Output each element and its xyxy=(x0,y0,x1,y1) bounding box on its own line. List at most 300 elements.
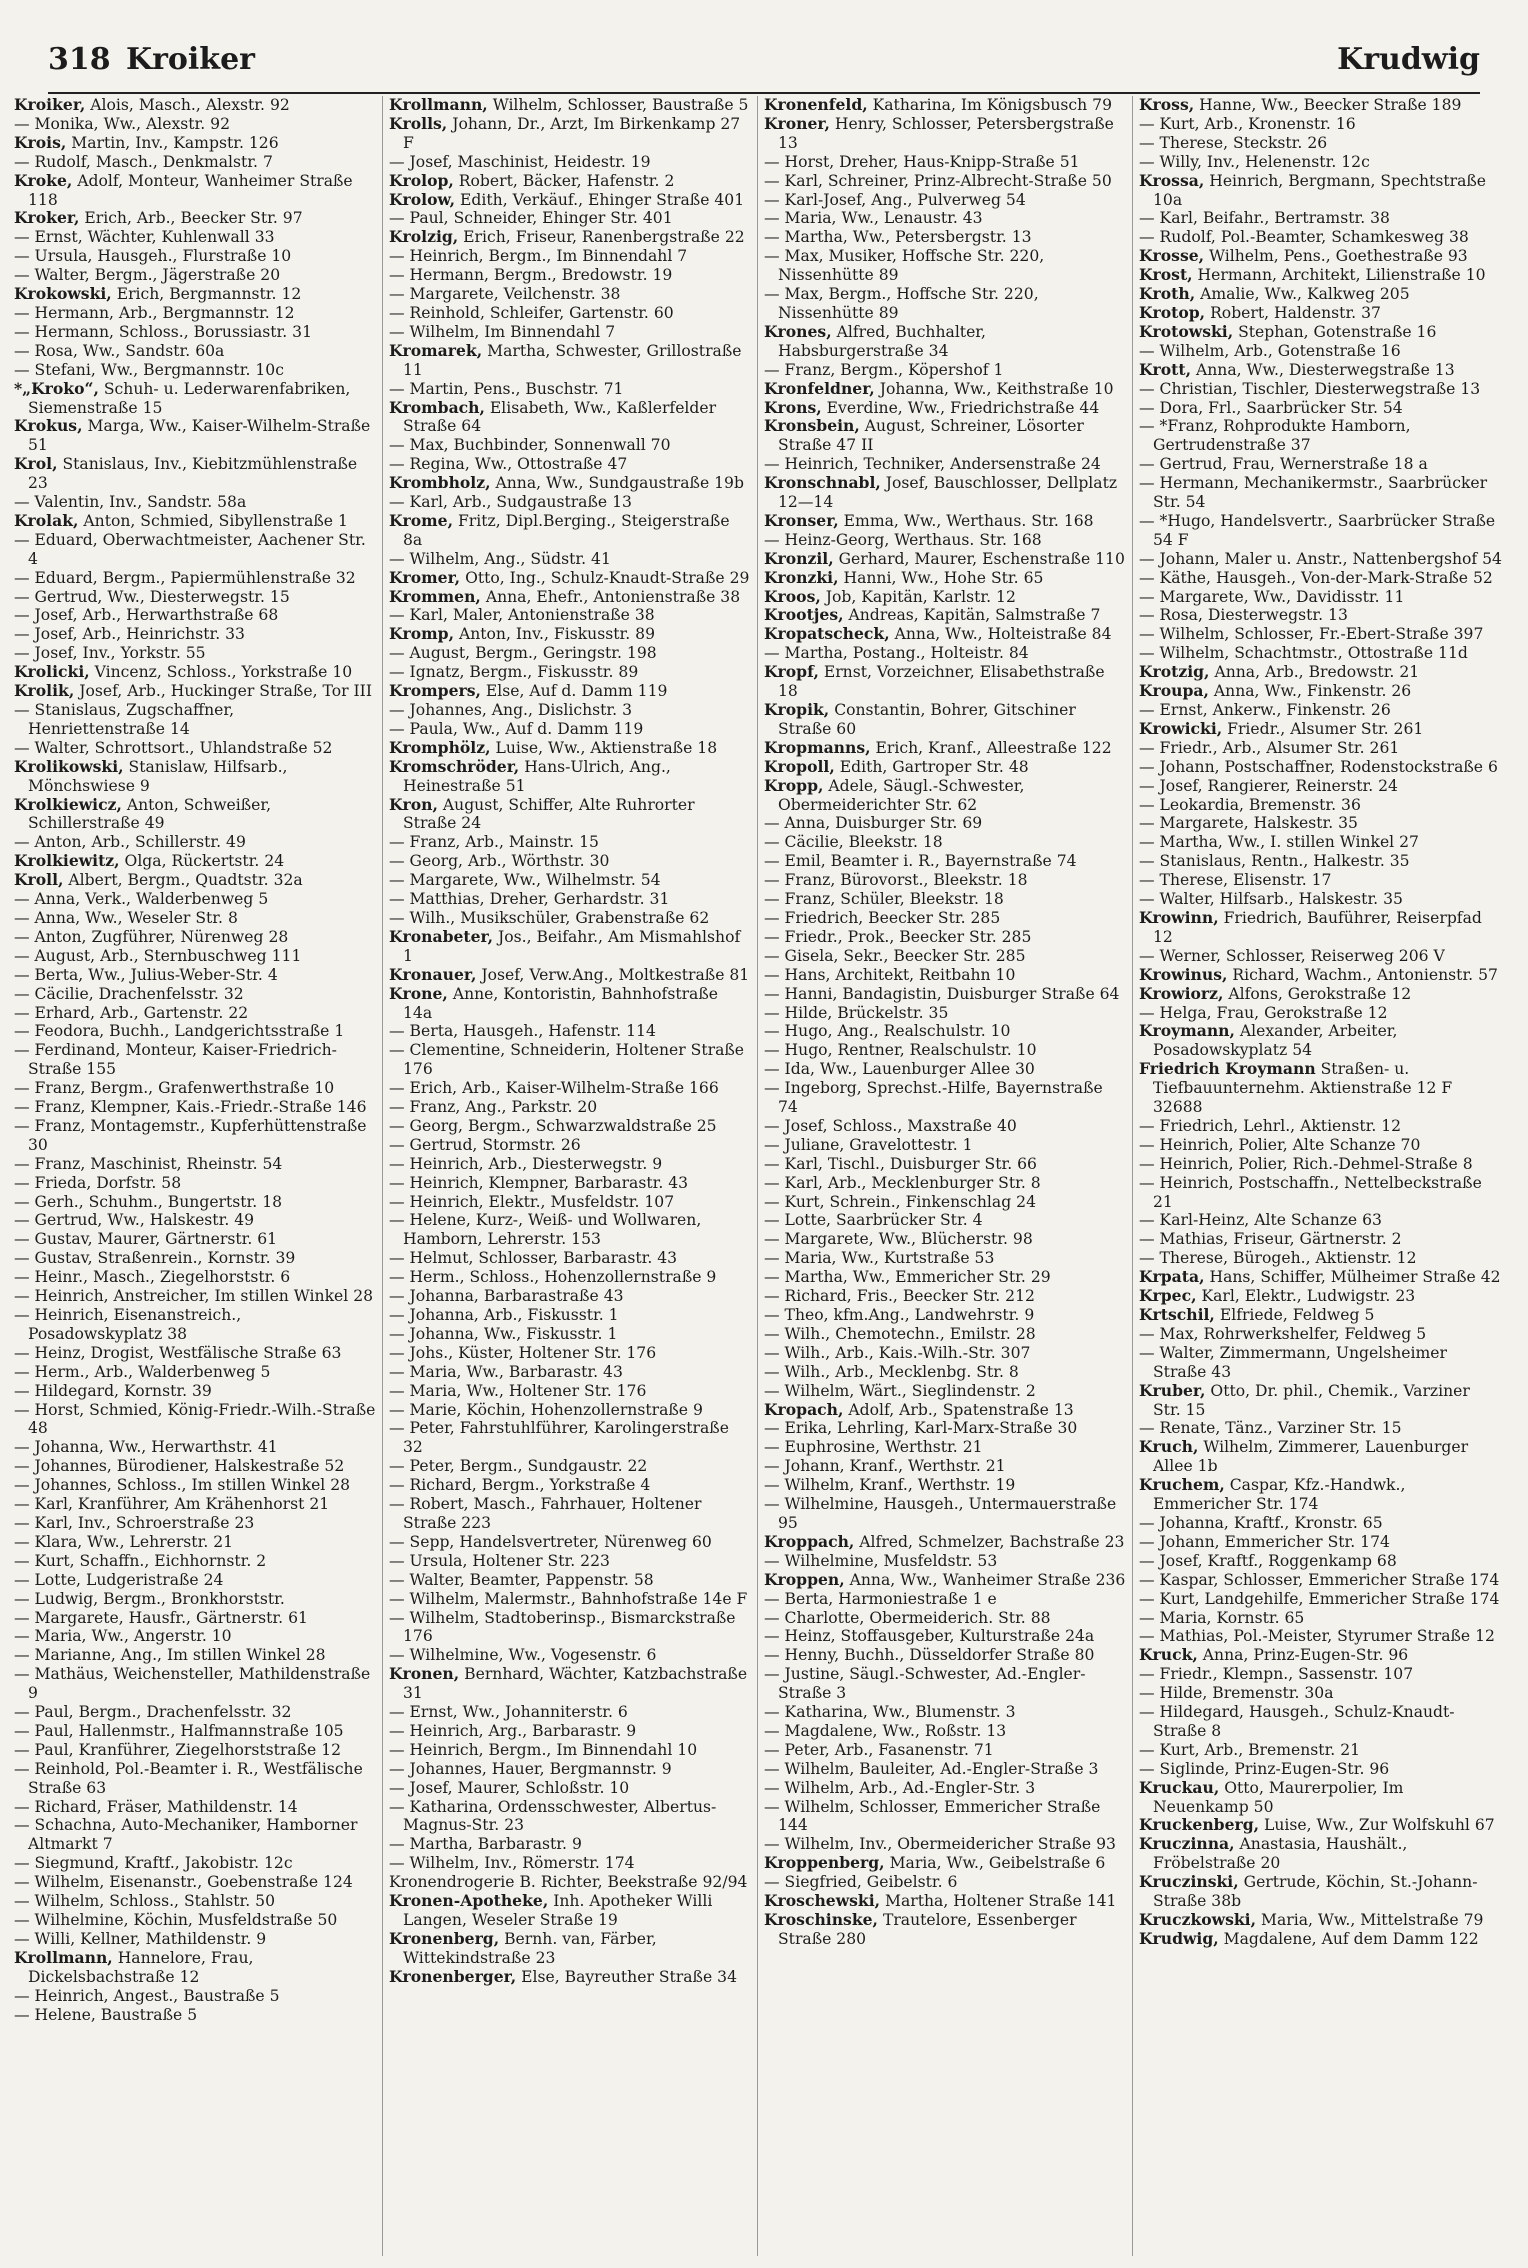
entry-details: — Heinz, Stoffausgeber, Kulturstraße 24a xyxy=(764,1627,1095,1646)
entry-surname: Krolop, xyxy=(389,170,454,190)
entry-details: — Käthe, Hausgeh., Von-der-Mark-Straße 52 xyxy=(1139,568,1493,587)
entry-details: Schuh- u. Lederwarenfabriken, Siemenstraße 15 xyxy=(28,379,351,417)
directory-entry xyxy=(14,644,376,663)
directory-entry xyxy=(14,1930,376,1949)
header-last-name: Krudwig xyxy=(1337,42,1480,77)
entry-details: Maria, Ww., Mittelstraße 79 xyxy=(1256,1911,1484,1929)
directory-entry xyxy=(389,1873,751,1892)
directory-entry xyxy=(764,1552,1126,1571)
directory-entry xyxy=(1139,701,1502,720)
entry-details: Josef, Bauschlosser, Dellplatz 12—14 xyxy=(778,474,1118,512)
entry-details: — Helga, Frau, Gerokstraße 12 xyxy=(1139,1003,1388,1022)
directory-entry xyxy=(1139,1136,1502,1155)
header-first-name: Kroiker xyxy=(126,42,255,77)
directory-entry xyxy=(14,172,376,210)
entry-details: Alexander, Arbeiter, Posadowskyplatz 54 xyxy=(1153,1022,1398,1060)
directory-entry xyxy=(1139,1268,1502,1287)
entry-surname: Krolkiewitz, xyxy=(14,851,120,871)
directory-entry xyxy=(389,1344,751,1363)
directory-entry xyxy=(14,758,376,796)
entry-details: — Herm., Schloss., Hohenzollernstraße 9 xyxy=(389,1268,717,1287)
directory-entry xyxy=(14,1571,376,1590)
entry-surname: Krolkiewicz, xyxy=(14,794,122,814)
directory-entry xyxy=(1139,1060,1502,1117)
entry-surname: Kropatscheck, xyxy=(764,624,890,644)
entry-details: Josef, Arb., Huckinger Straße, Tor III xyxy=(74,682,372,701)
entry-details: Johanna, Ww., Keithstraße 10 xyxy=(874,379,1114,398)
entry-details: — Valentin, Inv., Sandstr. 58a xyxy=(14,493,247,512)
directory-entry xyxy=(14,1476,376,1495)
entry-details: Job, Kapitän, Karlstr. 12 xyxy=(820,587,1016,606)
directory-entry xyxy=(1139,796,1502,815)
entry-details: Hanni, Ww., Hohe Str. 65 xyxy=(838,568,1044,587)
entry-details: — Justine, Säugl.-Schwester, Ad.-Engler-Straße 3 xyxy=(764,1665,1086,1703)
entry-surname: Kromphölz, xyxy=(389,737,491,757)
entry-details: — Willi, Kellner, Mathildenstr. 9 xyxy=(14,1929,267,1948)
entry-details: — Ernst, Ankerw., Finkenstr. 26 xyxy=(1139,701,1391,719)
entry-details: August, Schiffer, Alte Ruhrorter Straße 24 xyxy=(403,795,695,833)
entry-surname: Kronenfeld, xyxy=(764,96,868,114)
entry-surname: Krtschil, xyxy=(1139,1305,1215,1324)
entry-details: Anton, Schweißer, Schillerstraße 49 xyxy=(28,795,272,833)
directory-entry xyxy=(389,852,751,871)
directory-entry xyxy=(764,474,1126,512)
entry-surname: Krome, xyxy=(389,510,454,530)
column-4 xyxy=(1133,96,1508,2256)
entry-details: — Ursula, Holtener Str. 223 xyxy=(389,1551,610,1570)
directory-entry xyxy=(764,285,1126,323)
entry-details: — Heinrich, Arb., Diesterwegstr. 9 xyxy=(389,1154,663,1173)
entry-details: — Georg, Bergm., Schwarzwaldstraße 25 xyxy=(389,1116,717,1135)
directory-entry xyxy=(14,569,376,588)
directory-entry xyxy=(14,209,376,228)
entry-details: — Margarete, Ww., Davidisstr. 11 xyxy=(1139,587,1405,606)
entry-details: Alfons, Gerokstraße 12 xyxy=(1223,984,1412,1003)
entry-details: Albert, Bergm., Quadtstr. 32a xyxy=(63,871,303,890)
entry-details: — Josef, Arb., Herwarthstraße 68 xyxy=(14,606,279,625)
entry-surname: Krombach, xyxy=(389,397,485,417)
entry-surname: Kruczinski, xyxy=(1139,1872,1239,1892)
entry-details: — Anna, Ww., Weseler Str. 8 xyxy=(14,908,238,927)
directory-entry xyxy=(764,1287,1126,1306)
directory-entry xyxy=(764,1665,1126,1703)
entry-surname: Kruckau, xyxy=(1139,1777,1220,1797)
entry-details: — Willy, Inv., Helenenstr. 12c xyxy=(1139,152,1370,171)
directory-entry xyxy=(14,1873,376,1892)
entry-details: — Peter, Fahrstuhlführer, Karolingerstraße 32 xyxy=(389,1419,729,1457)
directory-entry xyxy=(1139,814,1502,833)
entry-surname: Krootjes, xyxy=(764,605,844,625)
entry-details: — August, Bergm., Geringstr. 198 xyxy=(389,644,657,663)
entry-details: Erich, Bergmannstr. 12 xyxy=(111,285,302,304)
entry-details: Wilhelm, Pens., Goethestraße 93 xyxy=(1204,247,1468,266)
directory-entry xyxy=(1139,777,1502,796)
directory-entry xyxy=(14,96,376,115)
directory-entry xyxy=(1139,1211,1502,1230)
directory-entry xyxy=(1139,1438,1502,1476)
entry-details: — Wilhelmine, Hausgeh., Untermauerstraße 95 xyxy=(764,1495,1117,1532)
entry-details: — Wilhelm, Schlosser, Fr.-Ebert-Straße 397 xyxy=(1139,625,1484,644)
directory-entry xyxy=(1139,172,1502,210)
entry-details: — Charlotte, Obermeiderich. Str. 88 xyxy=(764,1608,1051,1627)
directory-entry xyxy=(389,1268,751,1287)
entry-details: — Wilhelm, Schlosser, Emmericher Straße 144 xyxy=(764,1797,1101,1835)
directory-entry xyxy=(1139,1306,1502,1325)
entry-surname: Krudwig, xyxy=(1139,1928,1219,1948)
entry-details: Wilhelm, Schlosser, Baustraße 5 xyxy=(487,96,749,114)
directory-entry xyxy=(1139,871,1502,890)
entry-surname: *„Kroko“, xyxy=(14,378,99,398)
entry-details: Maria, Ww., Geibelstraße 6 xyxy=(884,1854,1106,1873)
entry-details: Stephan, Gotenstraße 16 xyxy=(1233,322,1437,341)
entry-surname: Krolzig, xyxy=(389,227,459,247)
directory-entry xyxy=(764,1476,1126,1495)
entry-details: — Hildegard, Kornstr. 39 xyxy=(14,1381,212,1400)
directory-entry xyxy=(1139,96,1502,115)
directory-entry xyxy=(389,323,751,342)
directory-entry xyxy=(764,890,1126,909)
entry-details: — Hilde, Brückelstr. 35 xyxy=(764,1003,949,1022)
entry-surname: Krosse, xyxy=(1139,246,1205,266)
directory-entry xyxy=(14,985,376,1004)
entry-details: — Johann, Postschaffner, Rodenstockstraße 6 xyxy=(1139,757,1498,776)
entry-details: — Ignatz, Bergm., Fiskusstr. 89 xyxy=(389,663,639,682)
entry-details: Anton, Schmied, Sibyllenstraße 1 xyxy=(78,511,348,530)
entry-details: — Paul, Schneider, Ehinger Str. 401 xyxy=(389,209,673,228)
entry-details: — Martha, Ww., Petersbergstr. 13 xyxy=(764,228,1032,247)
directory-entry xyxy=(764,569,1126,588)
entry-surname: Kroos, xyxy=(764,586,821,606)
entry-details: — *Franz, Rohprodukte Hamborn, Gertrudenstraße 37 xyxy=(1139,417,1411,455)
entry-details: — Heinrich, Anstreicher, Im stillen Winkel 28 xyxy=(14,1287,374,1306)
directory-entry xyxy=(389,1722,751,1741)
directory-entry xyxy=(764,1627,1126,1646)
entry-details: — Maria, Ww., Lenaustr. 43 xyxy=(764,209,983,228)
entry-details: — Wilhelm, Malermstr., Bahnhofstraße 14e F xyxy=(389,1589,748,1608)
directory-entry xyxy=(389,1155,751,1174)
entry-details: — Friedrich, Lehrl., Aktienstr. 12 xyxy=(1139,1116,1402,1135)
directory-entry xyxy=(389,1760,751,1779)
directory-entry xyxy=(389,96,751,115)
directory-entry xyxy=(14,1249,376,1268)
directory-entry xyxy=(389,1646,751,1665)
entry-details: — Franz, Ang., Parkstr. 20 xyxy=(389,1098,598,1117)
entry-details: — Werner, Schlosser, Reiserweg 206 V xyxy=(1139,946,1445,965)
directory-entry xyxy=(764,1798,1126,1836)
directory-entry xyxy=(14,1174,376,1193)
page-number: 318 xyxy=(48,42,111,77)
directory-entry xyxy=(389,1401,751,1420)
directory-entry xyxy=(14,1079,376,1098)
directory-entry xyxy=(389,1665,751,1703)
entry-details: — Renate, Tänz., Varziner Str. 15 xyxy=(1139,1419,1402,1438)
entry-details: — Eduard, Bergm., Papiermühlenstraße 32 xyxy=(14,568,356,587)
directory-entry xyxy=(764,455,1126,474)
entry-details: — Wilhelm, Stadtoberinsp., Bismarckstraße 176 xyxy=(389,1608,736,1646)
directory-entry xyxy=(389,1174,751,1193)
entry-details: — Wilhelmine, Musfeldstr. 53 xyxy=(764,1551,998,1570)
directory-entry xyxy=(764,985,1126,1004)
entry-details: — Josef, Maurer, Schloßstr. 10 xyxy=(389,1778,630,1797)
directory-entry xyxy=(14,1646,376,1665)
entry-details: — Klara, Ww., Lehrerstr. 21 xyxy=(14,1532,234,1551)
directory-entry xyxy=(389,1703,751,1722)
entry-details: — August, Arb., Sternbuschweg 111 xyxy=(14,946,302,965)
directory-entry xyxy=(14,115,376,134)
entry-details: — Reinhold, Pol.-Beamter i. R., Westfälische Straße 63 xyxy=(14,1759,363,1797)
page-header xyxy=(48,36,1480,94)
entry-details: — Josef, Schloss., Maxstraße 40 xyxy=(764,1116,1017,1135)
directory-entry xyxy=(1139,588,1502,607)
directory-entry xyxy=(14,228,376,247)
directory-entry xyxy=(764,1722,1126,1741)
entry-surname: Kronenberger, xyxy=(389,1966,517,1986)
directory-entry xyxy=(389,1741,751,1760)
entry-details: — Ida, Ww., Lauenburger Allee 30 xyxy=(764,1060,1035,1079)
entry-details: — Ernst, Wächter, Kuhlenwall 33 xyxy=(14,228,275,247)
entry-surname: Kronauer, xyxy=(389,964,477,984)
directory-entry xyxy=(764,1306,1126,1325)
directory-entry xyxy=(764,1060,1126,1079)
directory-entry xyxy=(389,966,751,985)
entry-details: — Berta, Ww., Julius-Weber-Str. 4 xyxy=(14,965,278,984)
entry-details: — Martha, Barbarastr. 9 xyxy=(389,1835,582,1854)
directory-entry xyxy=(764,1022,1126,1041)
entry-surname: Kruck, xyxy=(1139,1645,1198,1665)
entry-details: — Erhard, Arb., Gartenstr. 22 xyxy=(14,1003,249,1022)
directory-entry xyxy=(389,909,751,928)
entry-details: Inh. Apotheker Willi Langen, Weseler Straße 19 xyxy=(403,1892,713,1929)
entry-details: Friedr., Alsumer Str. 261 xyxy=(1222,719,1424,738)
directory-entry xyxy=(1139,1419,1502,1438)
directory-entry xyxy=(1139,1514,1502,1533)
entry-details: — Johann, Emmericher Str. 174 xyxy=(1139,1532,1390,1551)
directory-entry xyxy=(1139,682,1502,701)
entry-surname: Krolikowski, xyxy=(14,756,124,776)
directory-entry xyxy=(764,1249,1126,1268)
entry-details: — Gertrud, Frau, Wernerstraße 18 a xyxy=(1139,455,1428,474)
entry-details: Hermann, Architekt, Lilienstraße 10 xyxy=(1192,266,1486,285)
entry-details: Edith, Verkäuf., Ehinger Straße 401 xyxy=(455,190,745,209)
entry-details: — Reinhold, Schleifer, Gartenstr. 60 xyxy=(389,303,674,322)
entry-details: — Johannes, Hauer, Bergmannstr. 9 xyxy=(389,1759,672,1778)
entry-details: — Wilh., Arb., Kais.-Wilh.-Str. 307 xyxy=(764,1343,1031,1362)
entry-details: — Wilhelmine, Ww., Vogesenstr. 6 xyxy=(389,1646,657,1665)
entry-details: — Karl, Beifahr., Bertramstr. 38 xyxy=(1139,209,1390,228)
entry-details: Richard, Wachm., Antonienstr. 57 xyxy=(1227,965,1498,984)
directory-entry xyxy=(764,1779,1126,1798)
entry-details: — Margarete, Ww., Blücherstr. 98 xyxy=(764,1230,1033,1249)
directory-entry xyxy=(764,1230,1126,1249)
entry-surname: Krokus, xyxy=(14,416,83,436)
entry-details: — Maria, Ww., Angerstr. 10 xyxy=(14,1627,232,1646)
entry-surname: Krolak, xyxy=(14,510,79,530)
entry-details: — Max, Rohrwerkshelfer, Feldweg 5 xyxy=(1139,1324,1427,1343)
entry-details: — Hanni, Bandagistin, Duisburger Straße 64 xyxy=(764,984,1120,1003)
entry-details: — Euphrosine, Werthstr. 21 xyxy=(764,1438,983,1457)
directory-entry xyxy=(14,1514,376,1533)
directory-entry xyxy=(1139,739,1502,758)
directory-entry xyxy=(389,153,751,172)
entry-surname: Kruczinna, xyxy=(1139,1834,1235,1854)
entry-details: — Matthias, Dreher, Gerhardstr. 31 xyxy=(389,890,670,909)
entry-details: — Hilde, Bremenstr. 30a xyxy=(1139,1684,1334,1703)
entry-details: — Berta, Harmoniestraße 1 e xyxy=(764,1589,997,1608)
directory-entry xyxy=(764,644,1126,663)
entry-details: — Heinz-Georg, Werthaus. Str. 168 xyxy=(764,530,1042,549)
directory-entry xyxy=(1139,1779,1502,1817)
entry-details: Adolf, Monteur, Wanheimer Straße 118 xyxy=(28,171,353,209)
directory-entry xyxy=(1139,1911,1502,1930)
entry-details: — Paul, Hallenmstr., Halfmannstraße 105 xyxy=(14,1721,344,1740)
entry-details: Karl, Elektr., Ludwigstr. 23 xyxy=(1196,1287,1416,1306)
directory-entry xyxy=(1139,1552,1502,1571)
directory-entry xyxy=(389,285,751,304)
entry-details: — Mathias, Friseur, Gärtnerstr. 2 xyxy=(1139,1230,1402,1249)
directory-entry xyxy=(389,1098,751,1117)
entry-details: — Gustav, Maurer, Gärtnerstr. 61 xyxy=(14,1230,278,1249)
entry-details: — Horst, Schmied, König-Friedr.-Wilh.-Straße 48 xyxy=(14,1400,376,1438)
entry-details: Anna, Ww., Holteistraße 84 xyxy=(889,625,1112,644)
entry-details: Hans-Ulrich, Ang., Heinestraße 51 xyxy=(403,757,671,795)
entry-details: — Rosa, Ww., Sandstr. 60a xyxy=(14,341,225,360)
directory-entry xyxy=(14,1117,376,1155)
entry-details: — Hermann, Schloss., Borussiastr. 31 xyxy=(14,322,313,341)
directory-entry xyxy=(14,1306,376,1344)
directory-entry xyxy=(1139,1476,1502,1514)
entry-details: — Heinrich, Eisenanstreich., Posadowskyplatz 38 xyxy=(14,1306,242,1343)
directory-entry xyxy=(764,96,1126,115)
entry-details: — Cäcilie, Bleekstr. 18 xyxy=(764,833,943,852)
entry-details: Anna, Ww., Sundgaustraße 19b xyxy=(490,474,744,493)
entry-details: — Josef, Arb., Heinrichstr. 33 xyxy=(14,625,245,644)
entry-surname: Krotowski, xyxy=(1139,321,1234,341)
directory-entry xyxy=(764,417,1126,455)
entry-details: — Siglinde, Prinz-Eugen-Str. 96 xyxy=(1139,1759,1390,1778)
directory-entry xyxy=(1139,833,1502,852)
entry-details: Kronendrogerie B. Richter, Beekstraße 92/94 xyxy=(389,1873,748,1892)
directory-entry xyxy=(1139,153,1502,172)
directory-entry xyxy=(1139,625,1502,644)
entry-details: Martin, Inv., Kampstr. 126 xyxy=(66,133,279,152)
directory-entry xyxy=(14,1590,376,1609)
directory-entry xyxy=(389,115,751,153)
directory-entry xyxy=(14,323,376,342)
directory-entry xyxy=(389,1590,751,1609)
directory-entry xyxy=(1139,1816,1502,1835)
directory-entry xyxy=(764,625,1126,644)
entry-details: — Stanislaus, Rentn., Halkestr. 35 xyxy=(1139,852,1410,871)
entry-surname: Krowiorz, xyxy=(1139,983,1224,1003)
entry-details: — Franz, Bergm., Köpershof 1 xyxy=(764,360,1004,379)
entry-details: — Gustav, Straßenrein., Kornstr. 39 xyxy=(14,1249,296,1268)
directory-entry xyxy=(14,1722,376,1741)
directory-entry xyxy=(389,1325,751,1344)
entry-details: — Karl-Josef, Ang., Pulverweg 54 xyxy=(764,190,1026,209)
directory-entry xyxy=(14,1287,376,1306)
directory-entry xyxy=(764,928,1126,947)
directory-entry xyxy=(14,1401,376,1439)
directory-entry xyxy=(14,1703,376,1722)
directory-entry xyxy=(1139,1684,1502,1703)
entry-details: Katharina, Im Königsbusch 79 xyxy=(867,96,1113,114)
directory-entry xyxy=(1139,209,1502,228)
entry-details: — Siegfried, Geibelstr. 6 xyxy=(764,1873,958,1892)
directory-entry xyxy=(389,304,751,323)
directory-entry xyxy=(389,1835,751,1854)
directory-entry xyxy=(389,512,751,550)
column-3 xyxy=(758,96,1133,2256)
directory-entry xyxy=(389,1079,751,1098)
directory-entry xyxy=(764,1193,1126,1212)
entry-details: — Rosa, Diesterwegstr. 13 xyxy=(1139,606,1348,625)
directory-entry xyxy=(389,247,751,266)
entry-surname: Krokowski, xyxy=(14,284,112,304)
entry-details: — Wilhelm, Bauleiter, Ad.-Engler-Straße 3 xyxy=(764,1759,1099,1778)
directory-entry xyxy=(14,1798,376,1817)
directory-entry xyxy=(389,1533,751,1552)
entry-surname: Kroth, xyxy=(1139,284,1196,304)
directory-entry xyxy=(14,739,376,758)
entry-surname: Kropach, xyxy=(764,1399,844,1419)
directory-entry xyxy=(389,644,751,663)
directory-entry xyxy=(764,399,1126,418)
entry-details: — Karl, Kranführer, Am Krähenhorst 21 xyxy=(14,1495,330,1514)
entry-details: Otto, Ing., Schulz-Knaudt-Straße 29 xyxy=(460,568,750,587)
directory-entry xyxy=(764,909,1126,928)
entry-surname: Kronfeldner, xyxy=(764,378,875,398)
entry-details: Johann, Dr., Arzt, Im Birkenkamp 27 F xyxy=(403,114,741,152)
entry-details: — Leokardia, Bremenstr. 36 xyxy=(1139,795,1361,814)
directory-entry xyxy=(389,1419,751,1457)
entry-details: Heinrich, Bergmann, Spechtstraße 10a xyxy=(1153,171,1487,209)
entry-surname: Kropoll, xyxy=(764,756,835,776)
entry-details: Anna, Ww., Finkenstr. 26 xyxy=(1208,682,1412,701)
directory-entry xyxy=(389,1968,751,1987)
entry-details: — Heinz, Drogist, Westfälische Straße 63 xyxy=(14,1343,342,1362)
entry-details: Amalie, Ww., Kalkweg 205 xyxy=(1195,285,1410,304)
directory-entry xyxy=(14,625,376,644)
directory-entry xyxy=(389,928,751,966)
directory-entry xyxy=(14,1268,376,1287)
entry-details: Luise, Ww., Aktienstraße 18 xyxy=(490,738,718,757)
directory-entry xyxy=(389,1136,751,1155)
directory-entry xyxy=(389,1930,751,1968)
entry-details: Martha, Holtener Straße 141 xyxy=(880,1892,1117,1911)
entry-details: — Georg, Arb., Wörthstr. 30 xyxy=(389,852,610,871)
entry-details: — Johanna, Kraftf., Kronstr. 65 xyxy=(1139,1513,1383,1532)
entry-details: — Walter, Schrottsort., Uhlandstraße 52 xyxy=(14,738,333,757)
entry-details: — Wilhelm, Eisenanstr., Goebenstraße 124 xyxy=(14,1873,353,1892)
directory-entry xyxy=(1139,1665,1502,1684)
entry-surname: Kromschröder, xyxy=(389,756,520,776)
directory-entry xyxy=(764,833,1126,852)
entry-details: — Heinrich, Klempner, Barbarastr. 43 xyxy=(389,1173,689,1192)
directory-entry xyxy=(389,701,751,720)
entry-surname: Kromp, xyxy=(389,624,455,644)
directory-entry xyxy=(1139,134,1502,153)
entry-details: — Heinrich, Elektr., Musfeldstr. 107 xyxy=(389,1192,675,1211)
entry-details: Stanislaus, Inv., Kiebitzmühlenstraße 23 xyxy=(28,455,358,493)
entry-details: — Johann, Maler u. Anstr., Nattenbergshof 54 xyxy=(1139,549,1502,568)
entry-details: Jos., Beifahr., Am Mismahlshof 1 xyxy=(403,927,741,965)
directory-entry xyxy=(389,380,751,399)
directory-entry xyxy=(764,1760,1126,1779)
entry-details: — Max, Bergm., Hoffsche Str. 220, Nissenhütte 89 xyxy=(764,285,1039,322)
entry-details: — Heinrich, Angest., Baustraße 5 xyxy=(14,1986,280,2005)
entry-details: — Johanna, Barbarastraße 43 xyxy=(389,1287,624,1306)
entry-details: — Heinrich, Bergm., Im Binnendahl 7 xyxy=(389,247,688,266)
